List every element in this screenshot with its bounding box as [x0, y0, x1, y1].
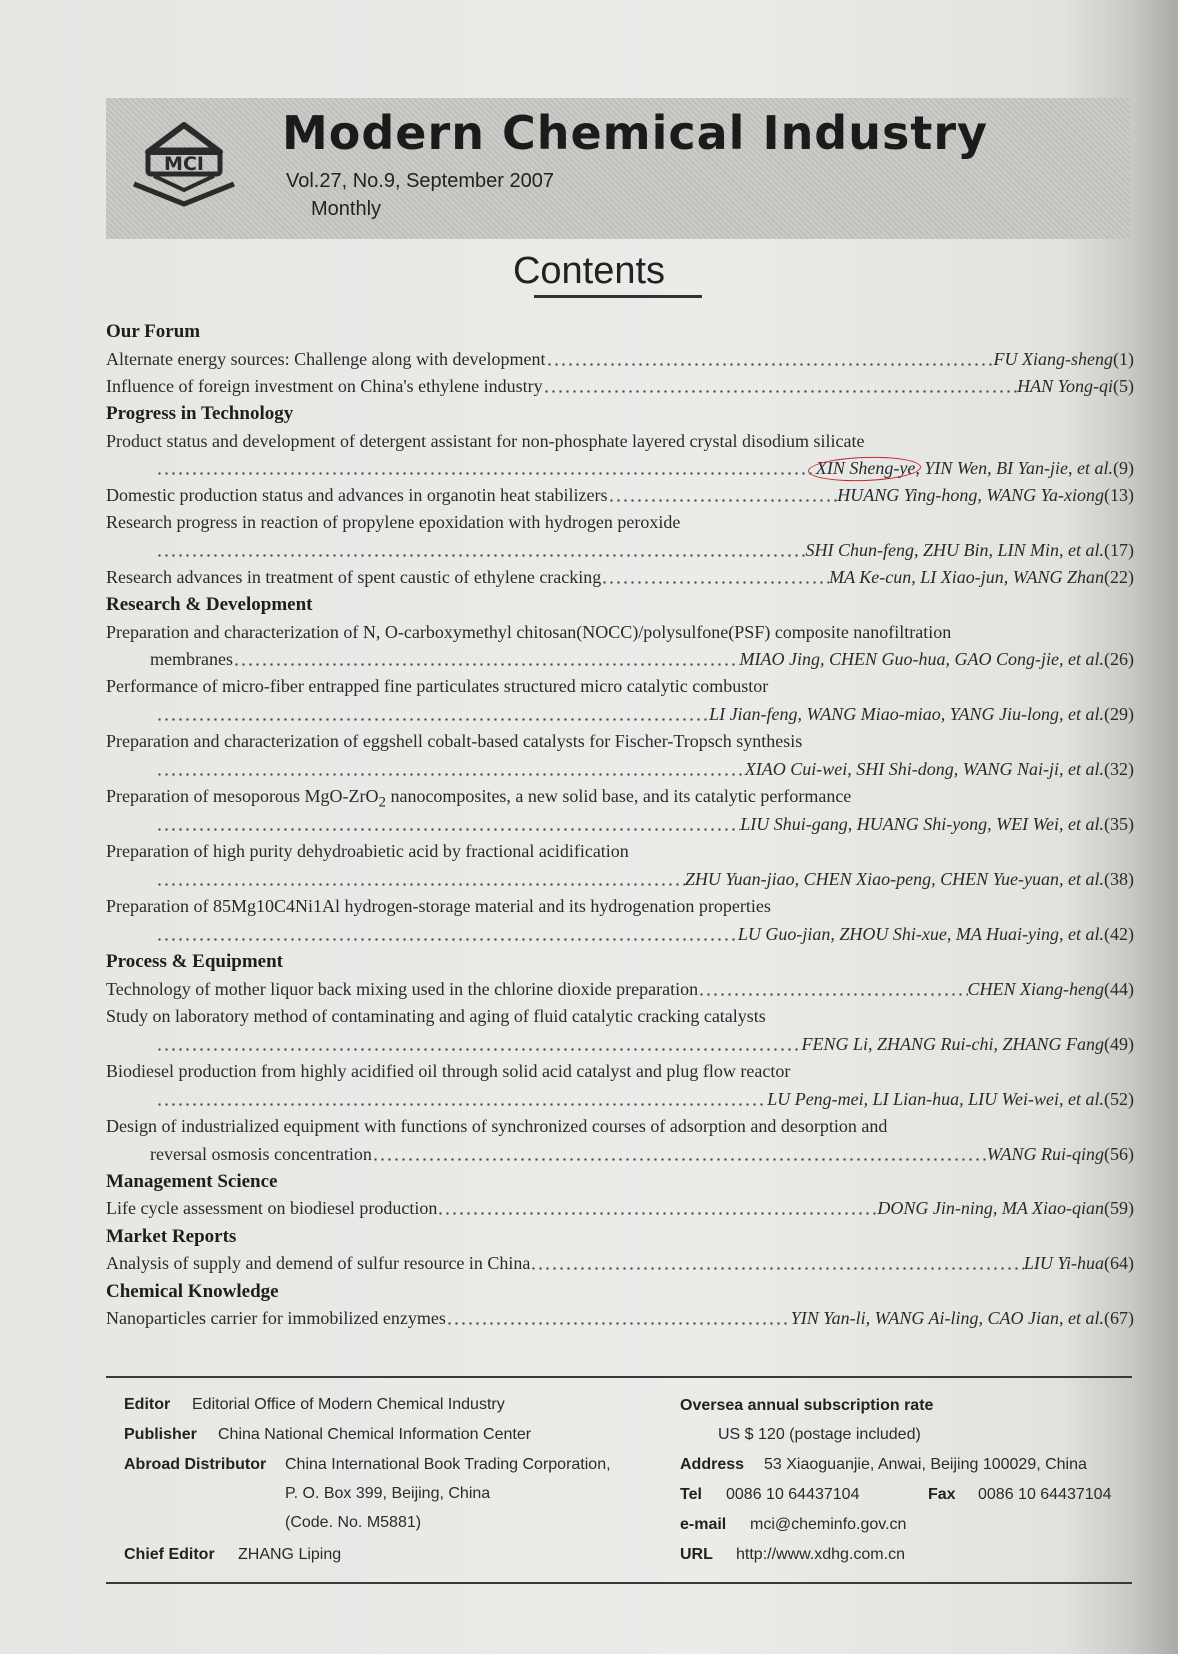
contents-heading: Contents [512, 250, 666, 292]
publisher-value: China National Chemical Information Center [218, 1426, 532, 1443]
entry-page: (35) [1104, 814, 1134, 834]
entry-page: (59) [1104, 1198, 1134, 1218]
entry-authors-page [709, 701, 1134, 728]
subscript: 2 [378, 794, 386, 811]
dot-leader [156, 866, 685, 893]
entry-title: Research advances in treatment of spent caustic of ethylene cracking [106, 567, 602, 587]
toc-entry-line2 [106, 455, 1134, 482]
dot-leader [156, 455, 816, 482]
entry-title: Product status and development of detergent assistant for non-phosphate layered crystal disodium silicate [106, 431, 865, 451]
toc-entry [106, 1195, 1134, 1222]
entry-authors-page [829, 564, 1134, 591]
issue-info: Vol.27, No.9, September 2007 [286, 170, 554, 192]
entry-authors-page [1024, 1250, 1134, 1277]
entry-page: (32) [1104, 759, 1134, 779]
journal-header [106, 98, 1130, 239]
entry-page: (17) [1104, 540, 1134, 560]
toc-entry-line2 [106, 811, 1134, 838]
entry-title: Design of industrialized equipment with functions of synchronized courses of adsorption and desorption and [106, 1116, 888, 1136]
toc-entry-line1 [106, 728, 1134, 755]
entry-title: Preparation and characterization of eggshell cobalt-based catalysts for Fischer-Tropsch synthesis [106, 731, 803, 751]
entry-page: (29) [1104, 704, 1134, 724]
toc-entry-line1 [106, 509, 1134, 536]
entry-authors: HUANG Ying-hong, WANG Ya-xiong [837, 485, 1104, 505]
entry-authors: , YIN Wen, BI Yan-jie, et al. [915, 458, 1113, 478]
entry-title: Preparation and characterization of N, O-carboxymethyl chitosan(NOCC)/polysulfone(PSF) composite nanofiltration [106, 622, 952, 642]
chief-editor-label: Chief Editor [124, 1546, 215, 1563]
entry-authors-page [740, 811, 1134, 838]
toc-entry-line2 [106, 646, 1134, 673]
entry-authors: LI Jian-feng, WANG Miao-miao, YANG Jiu-long, et al. [709, 704, 1104, 724]
footer-bottom-rule [106, 1582, 1132, 1584]
dot-leader [543, 373, 1018, 400]
entry-title: Nanoparticles carrier for immobilized enzymes [106, 1308, 446, 1328]
section-heading: Chemical Knowledge [106, 1281, 279, 1302]
entry-page: (38) [1104, 869, 1134, 889]
mci-logo-icon [128, 122, 240, 212]
entry-authors: WANG Rui-qing [986, 1144, 1104, 1164]
toc-entry-line1 [106, 1058, 1134, 1085]
toc-entry [106, 373, 1134, 400]
entry-title: Preparation of high purity dehydroabietic acid by fractional acidification [106, 841, 629, 861]
entry-title: Performance of micro-fiber entrapped fine particulates structured micro catalytic combustor [106, 676, 769, 696]
entry-page: (52) [1104, 1089, 1134, 1109]
toc-entry [106, 482, 1134, 509]
publication-frequency: Monthly [311, 198, 382, 220]
entry-authors: LIU Shui-gang, HUANG Shi-yong, WEI Wei, et al. [740, 814, 1104, 834]
toc-entry [106, 564, 1134, 591]
address-label: Address [680, 1456, 745, 1473]
entry-authors-page [738, 921, 1134, 948]
subscription-rate-label: Oversea annual subscription rate [680, 1397, 934, 1414]
toc-entry-line2 [106, 701, 1134, 728]
toc-entry-line2 [106, 866, 1134, 893]
distributor-line3: (Code. No. M5881) [285, 1514, 422, 1531]
section-heading: Process & Equipment [106, 951, 283, 972]
toc-entry-line2 [106, 1031, 1134, 1058]
dot-leader [446, 1305, 791, 1332]
entry-page: (49) [1104, 1034, 1134, 1054]
editor-value: Editorial Office of Modern Chemical Industry [192, 1396, 505, 1413]
toc-entry-line1 [106, 428, 1134, 455]
entry-page: (44) [1104, 979, 1134, 999]
address-value: 53 Xiaoguanjie, Anwai, Beijing 100029, China [764, 1456, 1087, 1473]
toc-entry-line1 [106, 783, 1134, 810]
toc-entry-line2 [106, 756, 1134, 783]
entry-authors-page [791, 1305, 1134, 1332]
toc-entry-line1 [106, 1003, 1134, 1030]
entry-authors: HAN Yong-qi [1017, 376, 1113, 396]
section-heading: Research & Development [106, 594, 313, 615]
entry-page: (42) [1104, 924, 1134, 944]
dot-leader [546, 346, 994, 373]
url-label: URL [680, 1546, 713, 1563]
journal-title: Modern Chemical Industry [282, 106, 989, 160]
section-heading: Market Reports [106, 1226, 237, 1247]
entry-authors: ZHU Yuan-jiao, CHEN Xiao-peng, CHEN Yue-yuan, et al. [684, 869, 1104, 889]
entry-authors-page [968, 976, 1135, 1003]
publisher-label: Publisher [124, 1426, 197, 1443]
entry-authors-page [801, 1031, 1134, 1058]
entry-page: (9) [1113, 458, 1134, 478]
entry-authors-page [816, 455, 1134, 482]
fax-label: Fax [928, 1486, 956, 1503]
entry-page: (67) [1104, 1308, 1134, 1328]
entry-title: Preparation of 85Mg10C4Ni1Al hydrogen-storage material and its hydrogenation properties [106, 896, 771, 916]
dot-leader [608, 482, 838, 509]
toc-entry-line1 [106, 1113, 1134, 1140]
url-value: http://www.xdhg.com.cn [736, 1546, 905, 1563]
entry-authors-page [877, 1195, 1134, 1222]
dot-leader [156, 811, 740, 838]
entry-page: (64) [1104, 1253, 1134, 1273]
dot-leader [601, 564, 829, 591]
toc-entry [106, 1305, 1134, 1332]
entry-authors-page [740, 646, 1134, 673]
entry-page: (26) [1104, 649, 1134, 669]
entry-authors-page [987, 1141, 1134, 1168]
toc-entry-line1 [106, 838, 1134, 865]
toc-entry-line2 [106, 1141, 1134, 1168]
toc-entry [106, 346, 1134, 373]
dot-leader [156, 1086, 767, 1113]
entry-authors: SHI Chun-feng, ZHU Bin, LIN Min, et al. [805, 540, 1104, 560]
entry-title-part: nanocomposites, a new solid base, and its catalytic performance [385, 786, 852, 806]
toc-entry-line2 [106, 921, 1134, 948]
entry-authors-page [837, 482, 1134, 509]
entry-authors: YIN Yan-li, WANG Ai-ling, CAO Jian, et al. [790, 1308, 1104, 1328]
dot-leader [156, 1031, 801, 1058]
circled-author: XIN Sheng-ye [816, 455, 915, 482]
distributor-line1: China International Book Trading Corporation, [285, 1456, 611, 1473]
entry-title: Study on laboratory method of contaminating and aging of fluid catalytic cracking catalysts [106, 1006, 766, 1026]
section-heading: Management Science [106, 1171, 278, 1192]
dot-leader [698, 976, 967, 1003]
email-label: e-mail [680, 1516, 727, 1533]
dot-leader [372, 1141, 987, 1168]
dot-leader [156, 701, 709, 728]
entry-title: Domestic production status and advances in organotin heat stabilizers [106, 485, 608, 505]
entry-authors-page [806, 537, 1135, 564]
entry-title: Alternate energy sources: Challenge along with development [106, 349, 546, 369]
entry-authors: MIAO Jing, CHEN Guo-hua, GAO Cong-jie, et al. [739, 649, 1104, 669]
entry-authors: LU Guo-jian, ZHOU Shi-xue, MA Huai-ying, et al. [737, 924, 1104, 944]
toc-entry-line1 [106, 619, 1134, 646]
toc-entry [106, 1250, 1134, 1277]
section-heading: Our Forum [106, 321, 201, 342]
toc-entry-line1 [106, 673, 1134, 700]
entry-authors: CHEN Xiang-heng [967, 979, 1104, 999]
subscription-rate-value: US $ 120 (postage included) [718, 1426, 921, 1443]
tel-label: Tel [680, 1486, 702, 1503]
toc-entry-line1 [106, 893, 1134, 920]
toc-entry-line2 [106, 1086, 1134, 1113]
entry-page: (56) [1104, 1144, 1134, 1164]
fax-value: 0086 10 64437104 [978, 1486, 1112, 1503]
contents-underline [534, 295, 702, 298]
entry-authors-page [685, 866, 1134, 893]
footer-top-rule [106, 1376, 1132, 1378]
entry-page: (13) [1104, 485, 1134, 505]
dot-leader [156, 537, 806, 564]
entry-authors-page [745, 756, 1134, 783]
entry-title: Life cycle assessment on biodiesel production [106, 1198, 438, 1218]
entry-page: (5) [1113, 376, 1134, 396]
entry-title: Biodiesel production from highly acidified oil through solid acid catalyst and plug flow reactor [106, 1061, 791, 1081]
entry-authors: LIU Yi-hua [1023, 1253, 1104, 1273]
distributor-label: Abroad Distributor [124, 1456, 267, 1473]
entry-authors: FENG Li, ZHANG Rui-chi, ZHANG Fang [801, 1034, 1104, 1054]
editor-label: Editor [124, 1396, 171, 1413]
entry-authors-page [767, 1086, 1134, 1113]
logo-text: MCI [164, 153, 204, 175]
dot-leader [156, 921, 738, 948]
dot-leader [437, 1195, 877, 1222]
entry-title-part: Preparation of mesoporous MgO-ZrO [106, 786, 379, 806]
entry-authors: FU Xiang-sheng [993, 349, 1113, 369]
distributor-line2: P. O. Box 399, Beijing, China [285, 1485, 491, 1502]
entry-page: (1) [1113, 349, 1134, 369]
entry-authors: DONG Jin-ning, MA Xiao-qian [877, 1198, 1104, 1218]
toc-entry [106, 976, 1134, 1003]
tel-value: 0086 10 64437104 [726, 1486, 860, 1503]
dot-leader [530, 1250, 1023, 1277]
entry-title: Influence of foreign investment on China's ethylene industry [106, 376, 543, 396]
entry-authors-page [1017, 373, 1134, 400]
entry-authors: LU Peng-mei, LI Lian-hua, LIU Wei-wei, et al. [767, 1089, 1104, 1109]
entry-title-continued: reversal osmosis concentration [150, 1144, 372, 1164]
entry-authors: MA Ke-cun, LI Xiao-jun, WANG Zhan [829, 567, 1104, 587]
email-value: mci@cheminfo.gov.cn [750, 1516, 907, 1533]
entry-authors-page [994, 346, 1134, 373]
entry-title-continued: membranes [150, 649, 233, 669]
dot-leader [156, 756, 745, 783]
entry-page: (22) [1104, 567, 1134, 587]
entry-title: Research progress in reaction of propylene epoxidation with hydrogen peroxide [106, 512, 681, 532]
entry-authors: XIAO Cui-wei, SHI Shi-dong, WANG Nai-ji, et al. [744, 759, 1104, 779]
entry-title: Analysis of supply and demend of sulfur resource in China [106, 1253, 531, 1273]
chief-editor-value: ZHANG Liping [238, 1546, 342, 1563]
toc-entry-line2 [106, 537, 1134, 564]
dot-leader [233, 646, 740, 673]
entry-title: Technology of mother liquor back mixing used in the chlorine dioxide preparation [106, 979, 699, 999]
section-heading: Progress in Technology [106, 403, 294, 424]
